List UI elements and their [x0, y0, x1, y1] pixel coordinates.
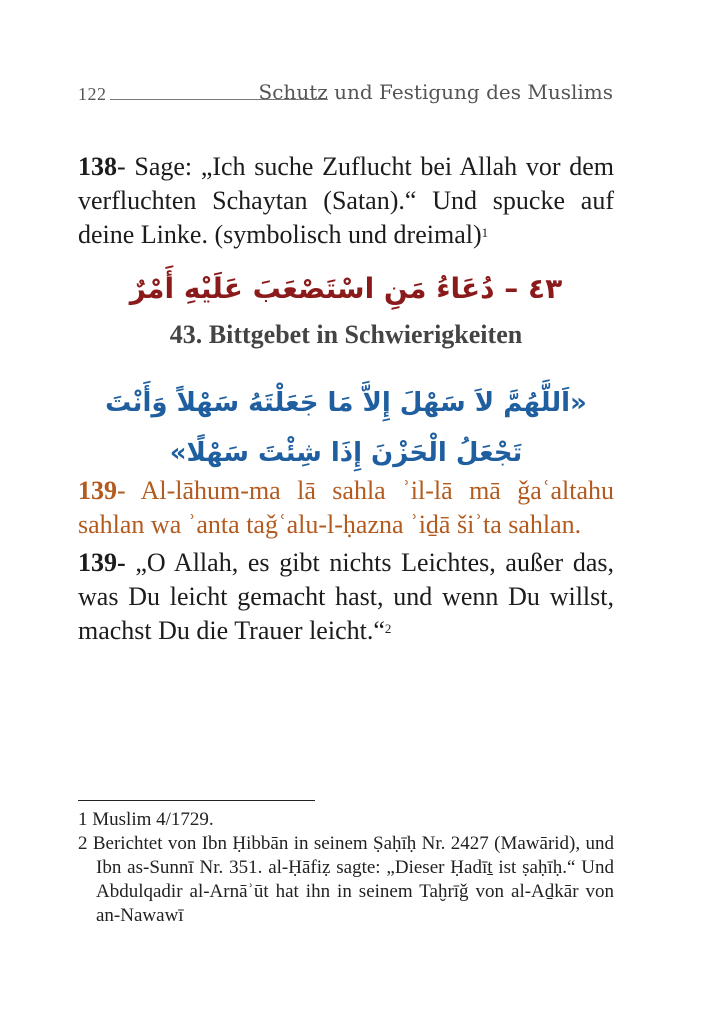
paragraph-138: [78, 150, 614, 252]
page-header: [78, 80, 613, 110]
footnote-ref-2: 2: [384, 621, 392, 636]
paragraph-139-translation: [78, 546, 614, 648]
footnote-2: 2 Berichtet von Ibn Ḥibbān in seinem Ṣaḥīḥ Nr. 2427 (Mawārid), und Ibn as-Sunnī Nr. 351. al-Ḥāfiẓ sagte: „Dieser Ḥadīṯ ist ṣaḥīḥ.“ Und Abdulqadir al-Arnāʾūt hat ihn in seinem Taḫrīǧ von al-Aḏkār von an-Nawawī: [78, 833, 614, 926]
transliteration-text: - Al-lāhum-ma lā sahla ʾil-lā mā ǧaʿaltahu sahlan wa ʾanta taǧʿalu-l-ḥazna ʾiḏā šiʾta sahlan.: [78, 476, 614, 539]
footnote-rule: [78, 800, 315, 801]
page-number: 122: [78, 84, 107, 104]
translation-text: „O Allah, es gibt nichts Leichtes, außer das, was Du leicht gemacht hast, und wenn Du willst, machst Du die Trauer leicht.“: [78, 548, 614, 645]
paragraph-number: 139-: [78, 548, 126, 577]
footnote-ref-1: 1: [481, 225, 489, 240]
footnote-1: 1 Muslim 4/1729.: [78, 809, 214, 830]
paragraph-139-transliteration: [78, 474, 614, 542]
paragraph-number: 139: [78, 476, 117, 505]
footnotes: [78, 808, 614, 928]
section-title: 43. Bittgebet in Schwierigkeiten: [169, 320, 523, 349]
arabic-dua: «اَللَّهُمَّ لاَ سَهْلَ إِلاَّ مَا جَعَلْتَهُ سَهْلاً وَأَنْتَ تَجْعَلُ الْحَزْنَ إِذَا شِئْتَ سَهْلًا»: [105, 388, 587, 468]
running-title: Schutz und Festigung des Muslims: [258, 80, 613, 104]
arabic-section-title: ٤٣ – دُعَاءُ مَنِ اسْتَصْعَبَ عَلَيْهِ أَمْرٌ: [129, 272, 563, 305]
paragraph-text: - Sage: „Ich suche Zuflucht bei Allah vor dem verfluchten Schaytan (Satan).“ Und spucke auf deine Linke. (symbolisch und dreimal): [78, 152, 614, 249]
paragraph-number: 138: [78, 152, 117, 181]
